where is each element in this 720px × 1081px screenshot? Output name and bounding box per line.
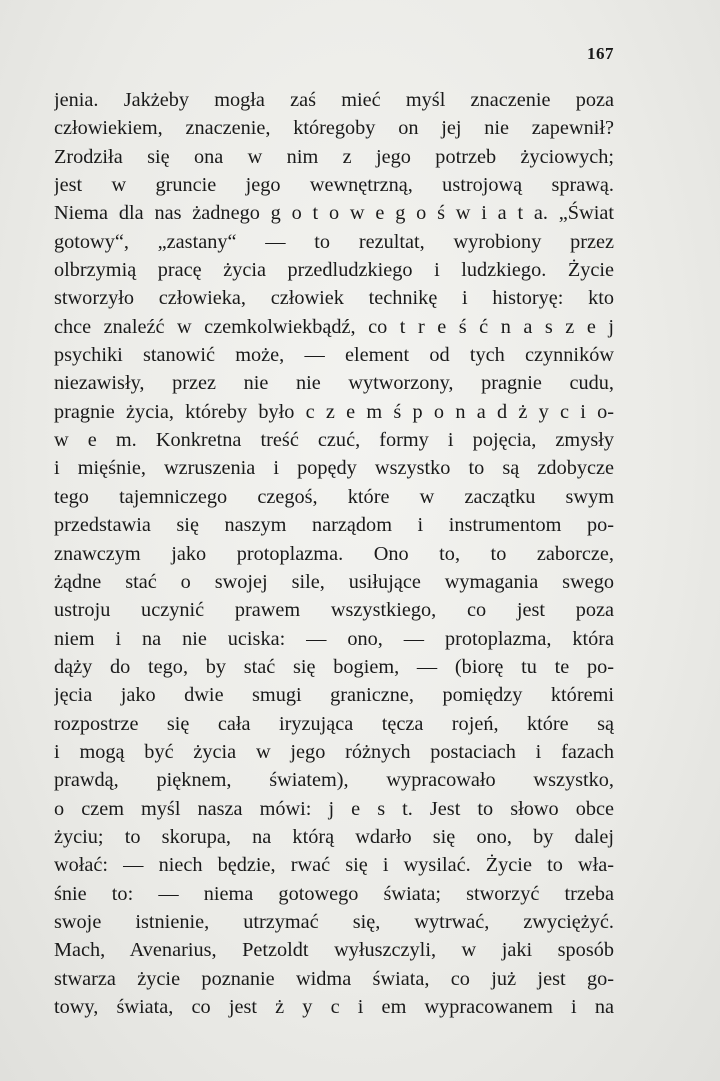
text-line: jenia. Jakżeby mogła zaś mieć myśl znaczenie poza: [54, 89, 614, 111]
text-line: i mogą być życia w jego różnych postaciach i fazach: [54, 740, 614, 763]
text-line: człowiekiem, znaczenie, któregoby on jej nie zapewnił?: [54, 117, 614, 140]
text-line: i mięśnie, wzruszenia i popędy wszystko to są zdobycze: [54, 457, 614, 480]
text-line: jest w gruncie jego wewnętrzną, ustrojową sprawą.: [54, 174, 614, 197]
text-line: niem i na nie uciska: — ono, — protoplazma, która: [54, 627, 614, 650]
text-line: Mach, Avenarius, Petzoldt wyłuszczyli, w jaki sposób: [54, 939, 614, 962]
text-line: znawczym jako protoplazma. Ono to, to zaborcze,: [54, 542, 614, 565]
text-line: stworzyło człowieka, człowiek technikę i historyę: kto: [54, 287, 614, 310]
text-line: gotowy“, „zastany“ — to rezultat, wyrobiony przez: [54, 230, 614, 253]
text-line: niezawisły, przez nie nie wytworzony, pragnie cudu,: [54, 372, 614, 395]
text-line: życiu; to skorupa, na którą wdarło się ono, by dalej: [54, 825, 614, 848]
text-line: Zrodziła się ona w nim z jego potrzeb życiowych;: [54, 145, 614, 168]
text-line: pragnie życia, któreby było c z e m ś p o n a d ż y c i o-: [54, 400, 614, 423]
text-line: jęcia jako dwie smugi graniczne, pomiędzy któremi: [54, 684, 614, 707]
text-line: rozpostrze się cała iryzująca tęcza rojeń, które są: [54, 712, 614, 735]
text-line: prawdą, pięknem, światem), wypracowało wszystko,: [54, 769, 614, 792]
text-line: ustroju uczynić prawem wszystkiego, co jest poza: [54, 599, 614, 622]
text-line: w e m. Konkretna treść czuć, formy i pojęcia, zmysły: [54, 429, 614, 452]
page-number: 167: [587, 44, 614, 63]
text-line: dąży do tego, by stać się bogiem, — (biorę tu te po-: [54, 655, 614, 678]
text-line: żądne stać o swojej sile, usiłujące wymagania swego: [54, 570, 614, 593]
text-line: wołać: — niech będzie, rwać się i wysilać. Życie to wła-: [54, 854, 614, 877]
text-line: stwarza życie poznanie widma świata, co już jest go-: [54, 967, 614, 990]
text-line: olbrzymią pracę życia przedludzkiego i ludzkiego. Życie: [54, 259, 614, 282]
text-line: tego tajemniczego czegoś, które w zaczątku swym: [54, 485, 614, 508]
text-line: psychiki stanowić może, — element od tych czynników: [54, 344, 614, 367]
text-line: śnie to: — niema gotowego świata; stworzyć trzeba: [54, 882, 614, 905]
text-line: przedstawia się naszym narządom i instrumentom po-: [54, 514, 614, 537]
text-line: swoje istnienie, utrzymać się, wytrwać, zwyciężyć.: [54, 910, 614, 933]
body-text: [54, 86, 614, 1021]
text-line: towy, świata, co jest ż y c i em wypracowanem i na: [54, 996, 614, 1018]
text-line: o czem myśl nasza mówi: j e s t. Jest to słowo obce: [54, 797, 614, 820]
text-line: Niema dla nas żadnego g o t o w e g o ś w i a t a. „Świat: [54, 202, 614, 225]
text-line: chce znaleźć w czemkolwiekbądź, co t r e ś ć n a s z e j: [54, 315, 614, 338]
